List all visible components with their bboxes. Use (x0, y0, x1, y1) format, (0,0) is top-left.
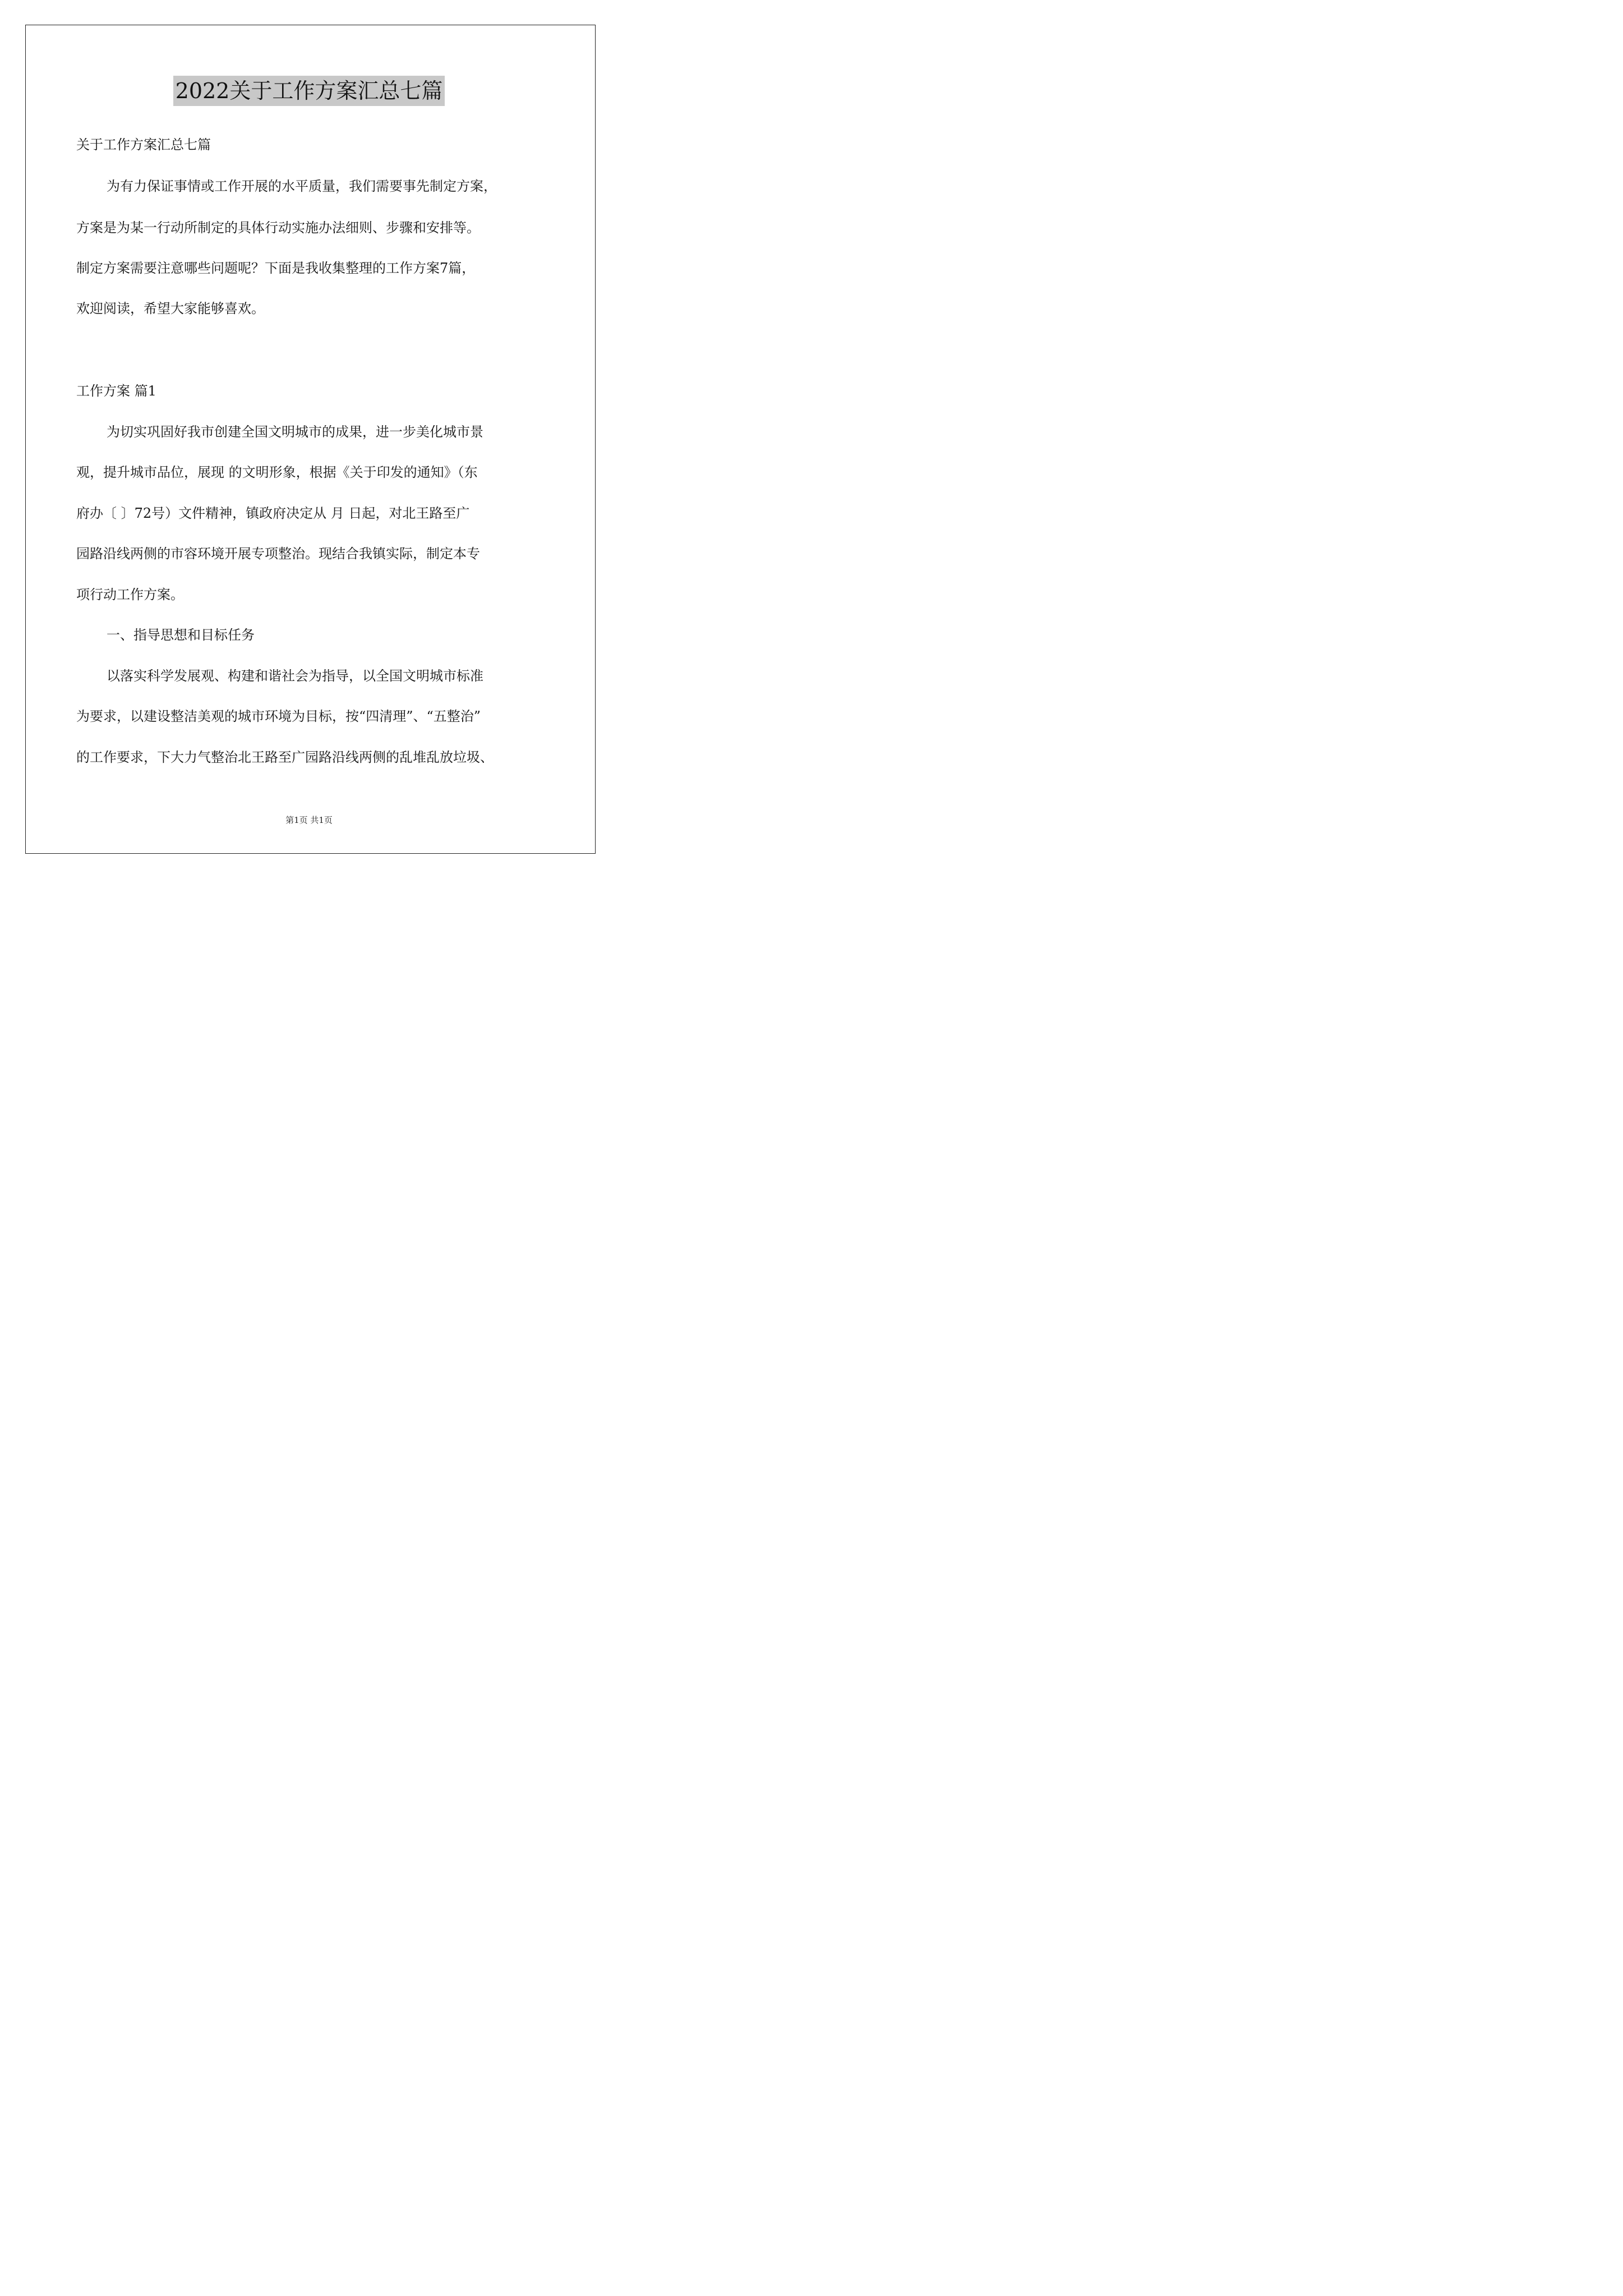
paragraph-line: 府办〔 〕72号）文件精神，镇政府决定从 月 日起，对北王路至广 (76, 505, 470, 521)
page-footer: 第1页 共1页 (285, 815, 333, 825)
section-heading: 工作方案 篇1 (76, 383, 156, 399)
intro-line-1: 为有力保证事情或工作开展的水平质量，我们需要事先制定方案， (107, 178, 497, 194)
paragraph-line: 为切实巩固好我市创建全国文明城市的成果，进一步美化城市景 (107, 424, 483, 440)
title-container (0, 76, 618, 106)
intro-line-2: 方案是为某一行动所制定的具体行动实施办法细则、步骤和安排等。 (76, 220, 480, 236)
paragraph-line: 的工作要求，下大力气整治北王路至广园路沿线两侧的乱堆乱放垃圾、 (76, 749, 494, 765)
document-title: 2022关于工作方案汇总七篇 (173, 76, 445, 106)
paragraph-line: 以落实科学发展观、构建和谐社会为指导，以全国文明城市标准 (107, 668, 483, 684)
subsection-heading: 一、指导思想和目标任务 (107, 627, 255, 643)
paragraph-line: 项行动工作方案。 (76, 587, 184, 602)
paragraph-line: 为要求，以建设整洁美观的城市环境为目标，按“四清理”、“五整治” (76, 708, 481, 724)
subtitle-line: 关于工作方案汇总七篇 (76, 137, 211, 153)
intro-line-3: 制定方案需要注意哪些问题呢？下面是我收集整理的工作方案7篇， (76, 260, 476, 276)
intro-line-4: 欢迎阅读，希望大家能够喜欢。 (76, 301, 265, 316)
paragraph-line: 观，提升城市品位，展现 的文明形象，根据《关于印发的通知》（东 (76, 464, 478, 480)
paragraph-line: 园路沿线两侧的市容环境开展专项整治。现结合我镇实际，制定本专 (76, 546, 480, 562)
